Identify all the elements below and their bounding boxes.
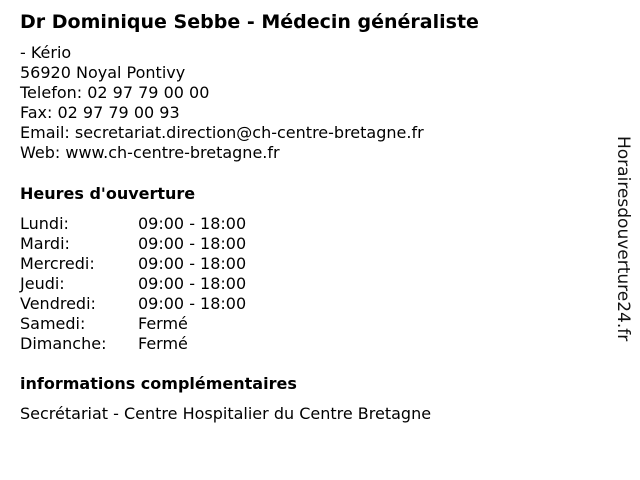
day-hours: Fermé bbox=[138, 314, 188, 333]
day-hours: Fermé bbox=[138, 334, 188, 353]
hours-row-wednesday bbox=[20, 254, 340, 274]
day-label: Lundi: bbox=[20, 214, 69, 233]
email-address: Email: secretariat.direction@ch-centre-bretagne.fr bbox=[20, 123, 424, 142]
opening-hours-heading: Heures d'ouverture bbox=[20, 184, 196, 203]
day-hours: 09:00 - 18:00 bbox=[138, 234, 247, 253]
hours-row-thursday bbox=[20, 274, 340, 294]
day-label: Jeudi: bbox=[20, 274, 65, 293]
day-hours: 09:00 - 18:00 bbox=[138, 254, 247, 273]
additional-info-text: Secrétariat - Centre Hospitalier du Centre Bretagne bbox=[20, 404, 432, 423]
page-title: Dr Dominique Sebbe - Médecin généraliste bbox=[20, 11, 479, 33]
hours-row-friday bbox=[20, 294, 340, 314]
day-hours: 09:00 - 18:00 bbox=[138, 294, 247, 313]
address-street: - Kério bbox=[20, 43, 72, 62]
fax-number: Fax: 02 97 79 00 93 bbox=[20, 103, 180, 122]
hours-row-saturday bbox=[20, 314, 340, 334]
hours-row-monday bbox=[20, 214, 340, 234]
brand-watermark bbox=[613, 136, 633, 372]
additional-info-heading: informations complémentaires bbox=[20, 374, 297, 393]
hours-row-sunday bbox=[20, 334, 340, 354]
address-city: 56920 Noyal Pontivy bbox=[20, 63, 186, 82]
day-label: Mercredi: bbox=[20, 254, 95, 273]
day-label: Dimanche: bbox=[20, 334, 107, 353]
day-hours: 09:00 - 18:00 bbox=[138, 274, 247, 293]
day-label: Mardi: bbox=[20, 234, 70, 253]
phone-number: Telefon: 02 97 79 00 00 bbox=[20, 83, 210, 102]
hours-row-tuesday bbox=[20, 234, 340, 254]
day-label: Vendredi: bbox=[20, 294, 96, 313]
day-hours: 09:00 - 18:00 bbox=[138, 214, 247, 233]
opening-hours-table bbox=[20, 214, 340, 354]
day-label: Samedi: bbox=[20, 314, 86, 333]
contact-block bbox=[20, 43, 424, 163]
brand-text: Horairesdouverture24.fr bbox=[613, 136, 633, 342]
website-address: Web: www.ch-centre-bretagne.fr bbox=[20, 143, 280, 162]
